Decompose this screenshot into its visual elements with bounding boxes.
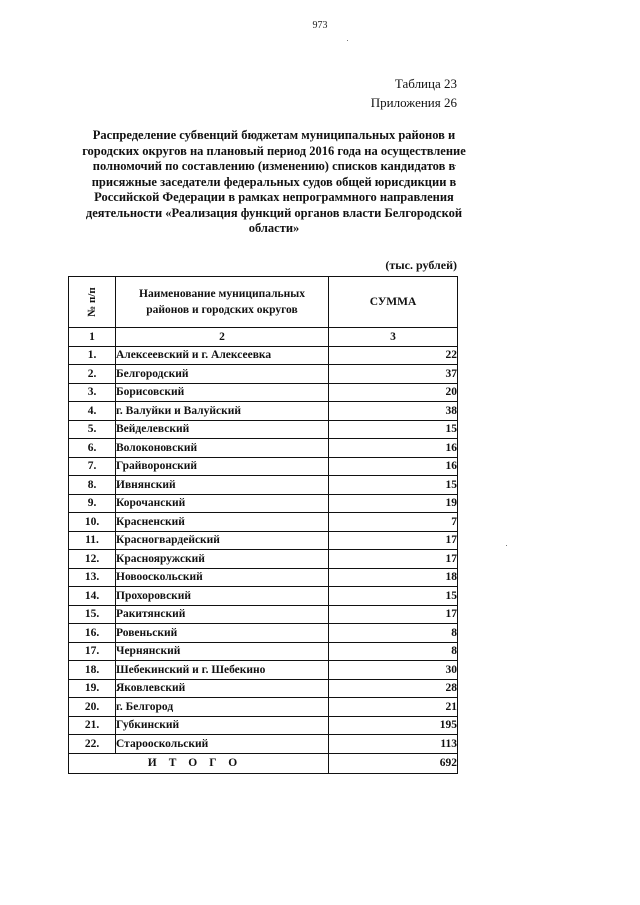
table-row bbox=[69, 605, 458, 624]
table-row bbox=[69, 402, 458, 421]
scan-artifact bbox=[506, 545, 507, 546]
row-amount: 195 bbox=[329, 716, 458, 735]
row-district-name: Яковлевский bbox=[116, 679, 329, 698]
column-index: 2 bbox=[116, 328, 329, 347]
row-district-name: Прохоровский bbox=[116, 587, 329, 606]
row-number: 22. bbox=[69, 735, 116, 754]
row-amount: 18 bbox=[329, 568, 458, 587]
row-district-name: Красногвардейский bbox=[116, 531, 329, 550]
table-row bbox=[69, 420, 458, 439]
row-amount: 113 bbox=[329, 735, 458, 754]
table-row bbox=[69, 531, 458, 550]
row-district-name: Губкинский bbox=[116, 716, 329, 735]
row-amount: 16 bbox=[329, 439, 458, 458]
subsidy-table bbox=[68, 276, 458, 774]
row-district-name: Ровеньский bbox=[116, 624, 329, 643]
table-row bbox=[69, 346, 458, 365]
row-district-name: Шебекинский и г. Шебекино bbox=[116, 661, 329, 680]
header-sum: СУММА bbox=[329, 277, 458, 328]
row-district-name: Борисовский bbox=[116, 383, 329, 402]
row-amount: 19 bbox=[329, 494, 458, 513]
table-row bbox=[69, 365, 458, 384]
table-row bbox=[69, 624, 458, 643]
row-number: 6. bbox=[69, 439, 116, 458]
table-row bbox=[69, 457, 458, 476]
row-number: 16. bbox=[69, 624, 116, 643]
row-number: 11. bbox=[69, 531, 116, 550]
row-district-name: Старооскольский bbox=[116, 735, 329, 754]
row-amount: 8 bbox=[329, 624, 458, 643]
table-row bbox=[69, 661, 458, 680]
table-row bbox=[69, 383, 458, 402]
row-district-name: г. Валуйки и Валуйский bbox=[116, 402, 329, 421]
row-number: 3. bbox=[69, 383, 116, 402]
table-row bbox=[69, 642, 458, 661]
title-line: Российской Федерации в рамках непрограммного направления bbox=[94, 190, 454, 204]
table-row bbox=[69, 698, 458, 717]
row-number: 8. bbox=[69, 476, 116, 495]
table-row bbox=[69, 550, 458, 569]
row-amount: 17 bbox=[329, 605, 458, 624]
row-number: 12. bbox=[69, 550, 116, 569]
row-number: 9. bbox=[69, 494, 116, 513]
row-number: 21. bbox=[69, 716, 116, 735]
row-number: 1. bbox=[69, 346, 116, 365]
table-row bbox=[69, 513, 458, 532]
total-row bbox=[69, 753, 458, 773]
row-district-name: Краснояружский bbox=[116, 550, 329, 569]
row-district-name: Алексеевский и г. Алексеевка bbox=[116, 346, 329, 365]
row-number: 15. bbox=[69, 605, 116, 624]
row-district-name: г. Белгород bbox=[116, 698, 329, 717]
row-district-name: Ивнянский bbox=[116, 476, 329, 495]
row-number: 10. bbox=[69, 513, 116, 532]
row-amount: 7 bbox=[329, 513, 458, 532]
header-number: № п/п bbox=[69, 277, 116, 328]
scan-artifact bbox=[455, 165, 456, 166]
scan-artifact bbox=[347, 40, 348, 41]
row-district-name: Новооскольский bbox=[116, 568, 329, 587]
page-number: 973 bbox=[312, 20, 328, 31]
title-line: деятельности «Реализация функций органов власти Белгородской bbox=[85, 205, 463, 220]
row-amount: 28 bbox=[329, 679, 458, 698]
total-value: 692 bbox=[329, 753, 458, 773]
column-index: 3 bbox=[329, 328, 458, 347]
row-amount: 15 bbox=[329, 420, 458, 439]
row-district-name: Грайворонский bbox=[116, 457, 329, 476]
column-index-row bbox=[69, 328, 458, 347]
row-amount: 30 bbox=[329, 661, 458, 680]
row-district-name: Корочанский bbox=[116, 494, 329, 513]
table-label: Таблица 23 bbox=[394, 76, 457, 91]
document-title bbox=[78, 128, 470, 237]
row-district-name: Белгородский bbox=[116, 365, 329, 384]
row-amount: 37 bbox=[329, 365, 458, 384]
table-row bbox=[69, 587, 458, 606]
title-line: присяжные заседатели федеральных судов общей юрисдикции в bbox=[91, 174, 457, 189]
table-row bbox=[69, 439, 458, 458]
title-line: области» bbox=[248, 221, 300, 235]
row-amount: 20 bbox=[329, 383, 458, 402]
row-number: 14. bbox=[69, 587, 116, 606]
table-row bbox=[69, 476, 458, 495]
row-number: 5. bbox=[69, 420, 116, 439]
table-body bbox=[69, 346, 458, 753]
row-number: 13. bbox=[69, 568, 116, 587]
row-number: 18. bbox=[69, 661, 116, 680]
row-amount: 21 bbox=[329, 698, 458, 717]
row-amount: 17 bbox=[329, 550, 458, 569]
row-number: 17. bbox=[69, 642, 116, 661]
row-amount: 17 bbox=[329, 531, 458, 550]
row-amount: 16 bbox=[329, 457, 458, 476]
table-row bbox=[69, 494, 458, 513]
row-number: 20. bbox=[69, 698, 116, 717]
title-line: полномочий по составлению (изменению) списков кандидатов в bbox=[92, 159, 456, 173]
row-number: 2. bbox=[69, 365, 116, 384]
table-row bbox=[69, 568, 458, 587]
table-header-row bbox=[69, 277, 458, 328]
row-district-name: Вейделевский bbox=[116, 420, 329, 439]
row-amount: 8 bbox=[329, 642, 458, 661]
title-line: городских округов на плановый период 2016 года на осуществление bbox=[82, 143, 466, 158]
row-amount: 15 bbox=[329, 587, 458, 606]
title-line: Распределение субвенций бюджетам муниципальных районов и bbox=[92, 128, 456, 142]
row-amount: 15 bbox=[329, 476, 458, 495]
row-number: 4. bbox=[69, 402, 116, 421]
row-district-name: Красненский bbox=[116, 513, 329, 532]
table-row bbox=[69, 735, 458, 754]
row-district-name: Чернянский bbox=[116, 642, 329, 661]
units-label: (тыс. рублей) bbox=[385, 258, 457, 272]
appendix-label: Приложения 26 bbox=[370, 95, 457, 110]
row-district-name: Ракитянский bbox=[116, 605, 329, 624]
table-row bbox=[69, 716, 458, 735]
total-label: ИТОГО bbox=[69, 753, 329, 773]
table-row bbox=[69, 679, 458, 698]
row-district-name: Волоконовский bbox=[116, 439, 329, 458]
header-name: Наименование муниципальных районов и городских округов bbox=[116, 277, 329, 328]
column-index: 1 bbox=[69, 328, 116, 347]
row-number: 19. bbox=[69, 679, 116, 698]
row-amount: 22 bbox=[329, 346, 458, 365]
row-number: 7. bbox=[69, 457, 116, 476]
row-amount: 38 bbox=[329, 402, 458, 421]
